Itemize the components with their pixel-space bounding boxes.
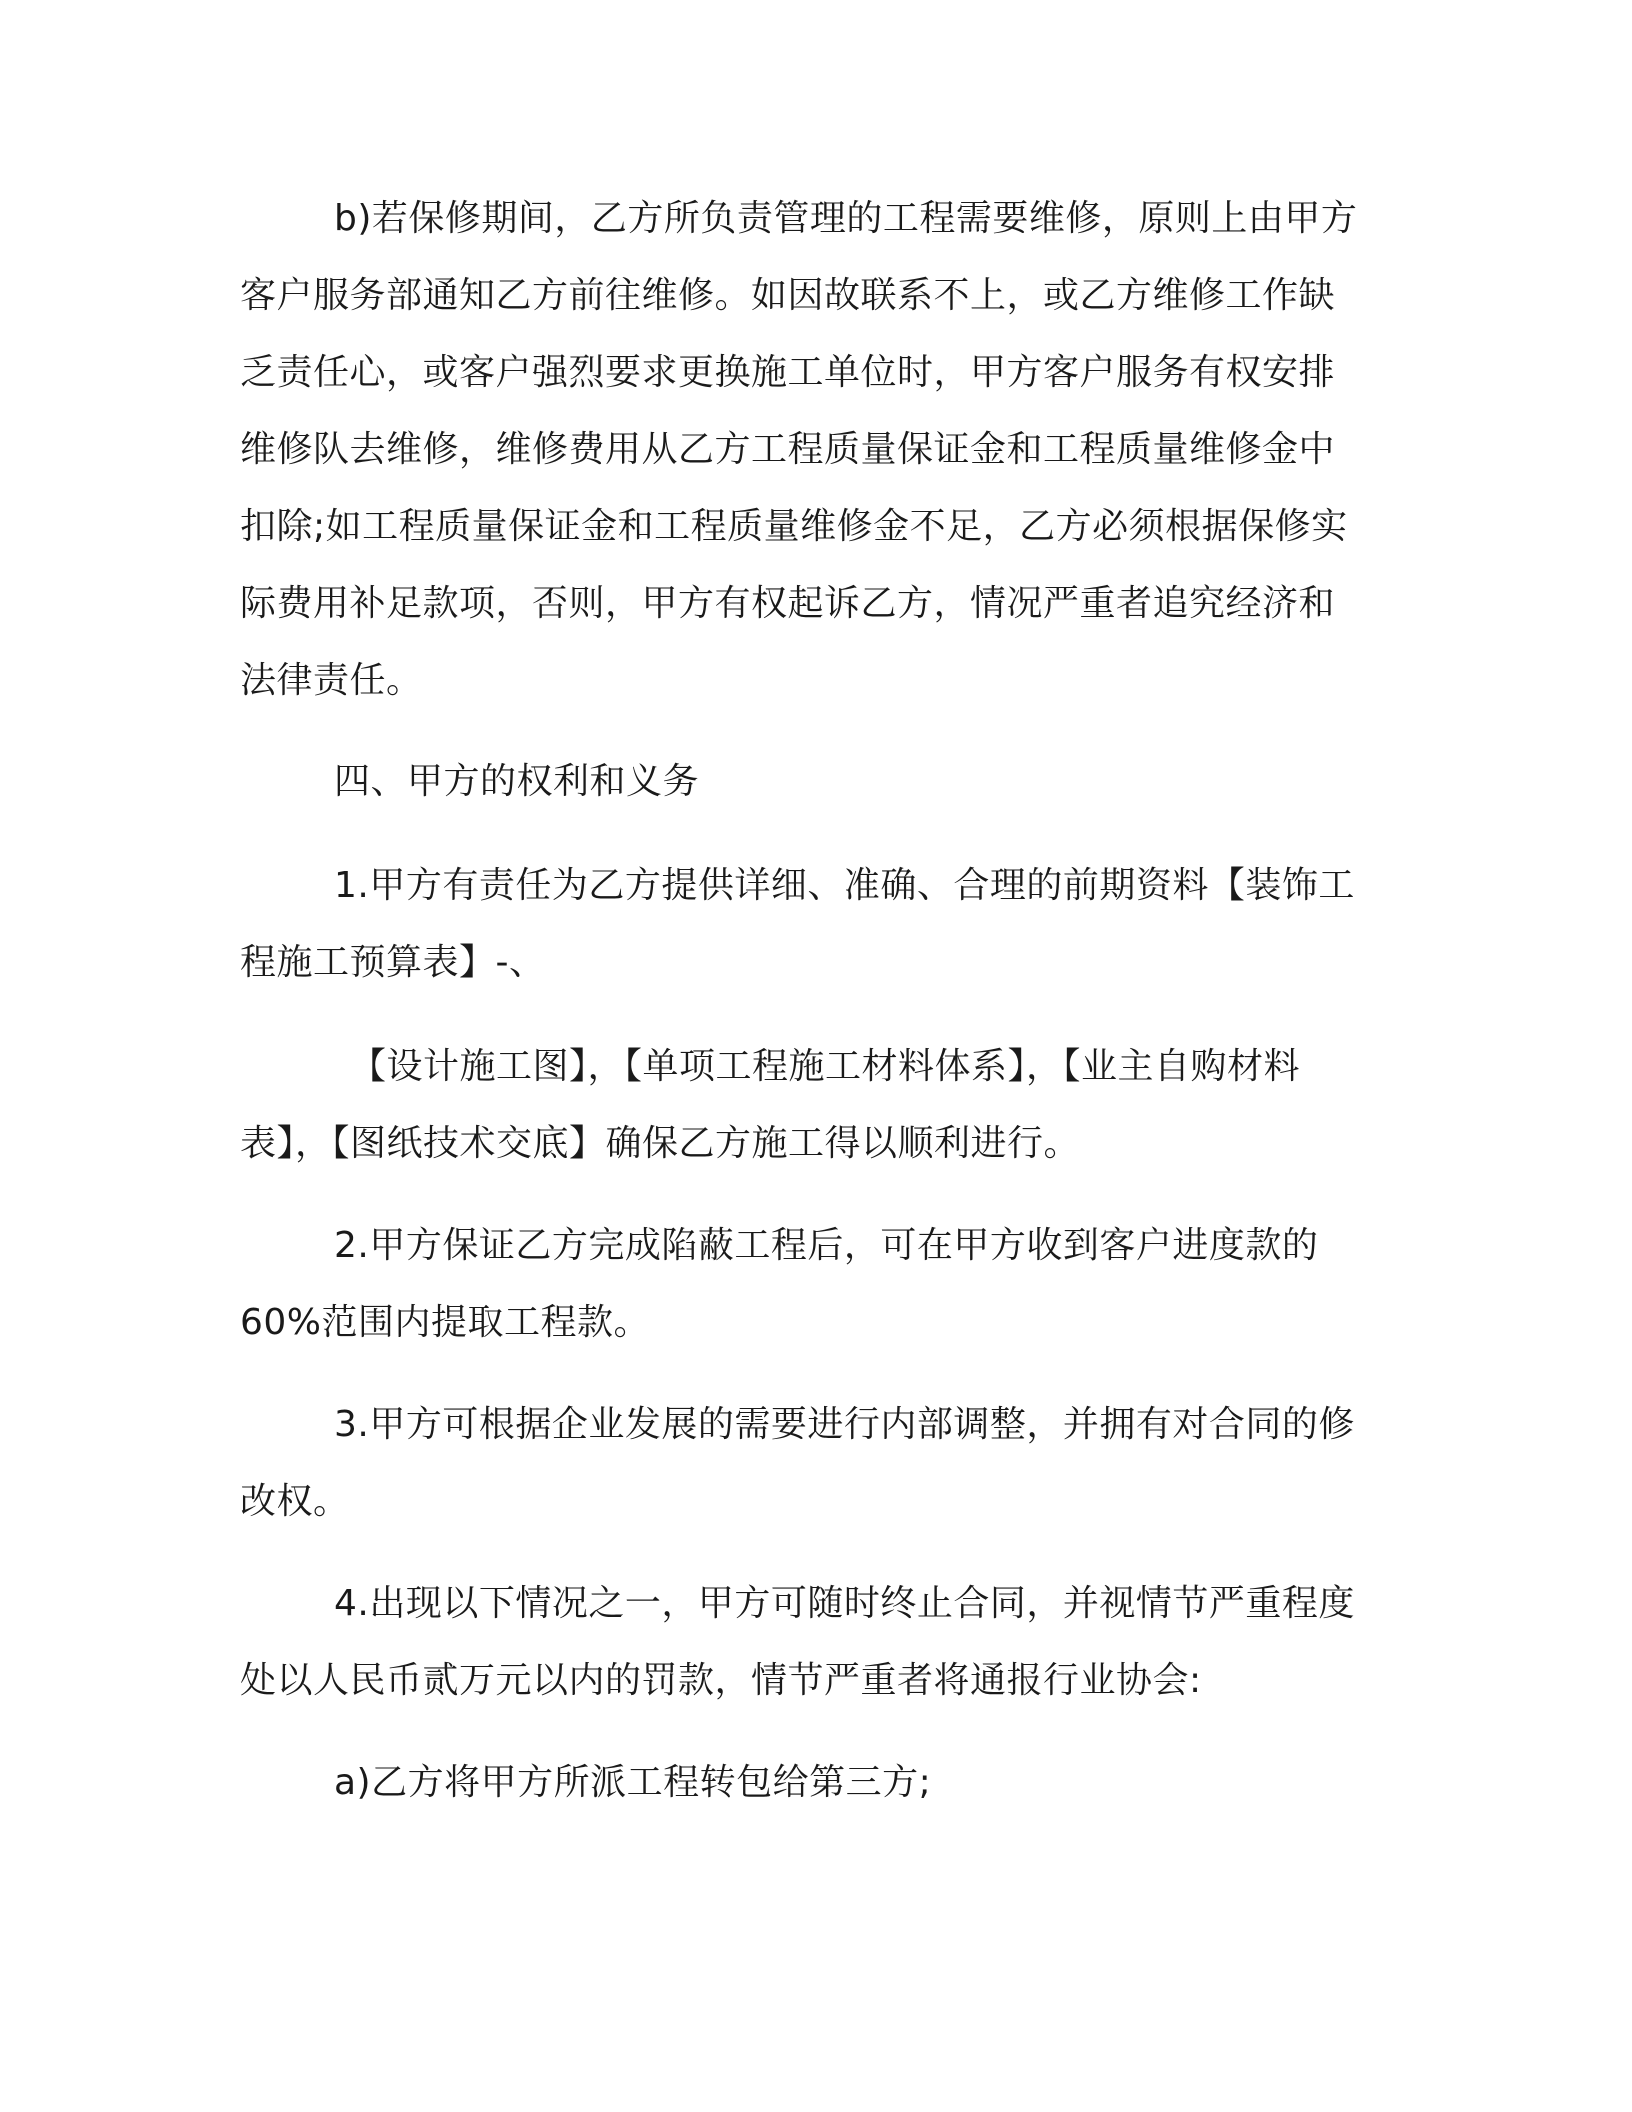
text-line: 乏责任心，或客户强烈要求更换施工单位时，甲方客户服务有权安排 [240, 352, 1336, 393]
text-line-item-2: 2.甲方保证乙方完成陷蔽工程后，可在甲方收到客户进度款的 [334, 1225, 1319, 1266]
text-line-item-1: 1.甲方有责任为乙方提供详细、准确、合理的前期资料【装饰工 [334, 865, 1355, 906]
text-line-item-4: 4.出现以下情况之一，甲方可随时终止合同，并视情节严重程度 [334, 1583, 1355, 1624]
text-line-a-subcontract: a)乙方将甲方所派工程转包给第三方; [334, 1762, 932, 1803]
text-line: 法律责任。 [240, 660, 423, 701]
text-line: 改权。 [240, 1481, 350, 1522]
text-line-b-warranty: b)若保修期间，乙方所负责管理的工程需要维修，原则上由甲方 [334, 198, 1358, 239]
text-line: 客户服务部通知乙方前往维修。如因故联系不上，或乙方维修工作缺 [240, 275, 1336, 316]
text-line: 60%范围内提取工程款。 [240, 1302, 651, 1343]
text-line: 表】，【图纸技术交底】确保乙方施工得以顺利进行。 [240, 1123, 1081, 1164]
text-line-item-3: 3.甲方可根据企业发展的需要进行内部调整，并拥有对合同的修 [334, 1404, 1355, 1445]
text-line: 程施工预算表】-、 [240, 942, 546, 983]
text-line: 维修队去维修，维修费用从乙方工程质量保证金和工程质量维修金中 [240, 429, 1336, 470]
section-heading: 四、甲方的权利和义务 [334, 761, 700, 802]
text-line: 际费用补足款项，否则，甲方有权起诉乙方，情况严重者追究经济和 [240, 583, 1336, 624]
text-line: 【设计施工图】，【单项工程施工材料体系】，【业主自购材料 [350, 1046, 1301, 1087]
text-line: 处以人民币贰万元以内的罚款，情节严重者将通报行业协会: [240, 1660, 1202, 1701]
text-line: 扣除;如工程质量保证金和工程质量维修金不足，乙方必须根据保修实 [240, 506, 1348, 547]
